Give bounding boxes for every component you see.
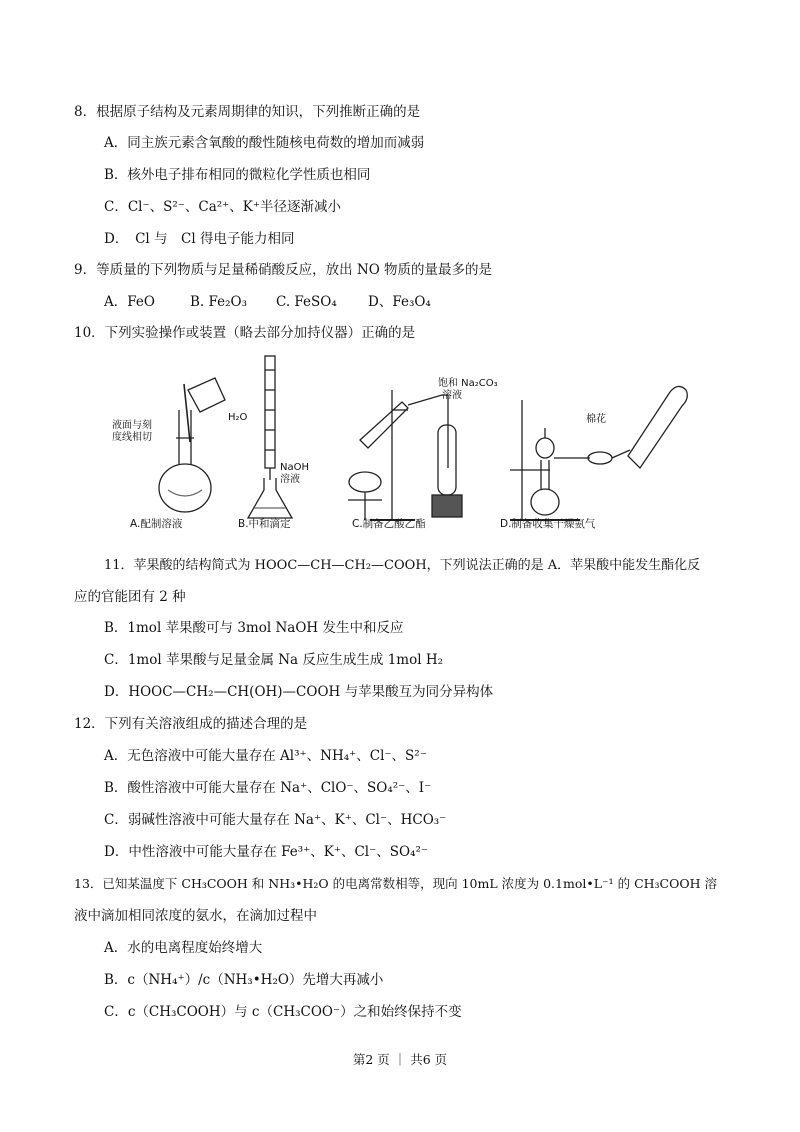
delivery-tube-icon bbox=[408, 395, 448, 468]
page-footer: 第2 页 ｜ 共6 页 bbox=[352, 1052, 448, 1067]
q13-option-a: A．水的电离程度始终增大 bbox=[104, 940, 263, 956]
q9-option-b: B. Fe₂O₃ bbox=[190, 294, 248, 310]
caption-d: D.制备收集干燥氨气 bbox=[500, 518, 596, 530]
q9-option-d: D、Fe₃O₄ bbox=[368, 294, 431, 310]
q11-option-c: C．1mol 苹果酸与足量金属 Na 反应生成生成 1mol H₂ bbox=[104, 652, 444, 668]
receiving-test-tube-icon bbox=[432, 425, 462, 517]
caption-a: A.配制溶液 bbox=[130, 518, 183, 530]
q11-stem-cont: 应的官能团有 2 种 bbox=[74, 589, 186, 605]
q13-stem-cont: 液中滴加相同浓度的氨水，在滴加过程中 bbox=[74, 908, 317, 924]
stand-d-icon bbox=[510, 400, 580, 520]
test-tube-reaction-icon bbox=[348, 402, 408, 520]
caption-b: B.中和滴定 bbox=[238, 518, 291, 530]
q13-option-c: C．c（CH₃COOH）与 c（CH₃COO⁻）之和始终保持不变 bbox=[104, 1004, 462, 1020]
q8-stem: 8．根据原子结构及元素周期律的知识，下列推断正确的是 bbox=[74, 104, 421, 120]
apparatus-drawing bbox=[130, 350, 690, 535]
q9-option-c: C. FeSO₄ bbox=[276, 294, 337, 310]
label-na2co3: 饱和 Na₂CO₃ 溶液 bbox=[438, 378, 498, 401]
q13-stem: 13．已知某温度下 CH₃COOH 和 NH₃•H₂O 的电离常数相等，现向 10mL 浓度为 0.1mol•L⁻¹ 的 CH₃COOH 溶 bbox=[74, 876, 717, 891]
q12-option-c: C．弱碱性溶液中可能大量存在 Na⁺、K⁺、Cl⁻、HCO₃⁻ bbox=[104, 812, 447, 828]
q9-stem: 9．等质量的下列物质与足量稀硝酸反应，放出 NO 物质的量最多的是 bbox=[74, 262, 493, 278]
flask-d-icon bbox=[531, 428, 559, 515]
beaker-icon bbox=[184, 378, 225, 442]
label-naoh: NaOH 溶液 bbox=[280, 462, 309, 485]
q12-option-b: B．酸性溶液中可能大量存在 Na⁺、ClO⁻、SO₄²⁻、I⁻ bbox=[104, 780, 432, 796]
burette-icon bbox=[265, 356, 275, 480]
q8-option-c: C．Cl⁻、S²⁻、Ca²⁺、K⁺半径逐渐减小 bbox=[104, 199, 342, 215]
label-cotton: 棉花 bbox=[586, 414, 606, 425]
label-liquid-level: 液面与刻 度线相切 bbox=[112, 420, 152, 443]
q10-apparatus-figure bbox=[112, 350, 690, 535]
label-h2o: H₂O bbox=[228, 412, 248, 423]
volumetric-flask-icon bbox=[159, 410, 211, 512]
q8-option-b: B．核外电子排布相同的微粒化学性质也相同 bbox=[104, 167, 371, 183]
q8-option-d: D． Cl 与 Cl 得电子能力相同 bbox=[104, 231, 295, 247]
q12-option-d: D．中性溶液中可能大量存在 Fe³⁺、K⁺、Cl⁻、SO₄²⁻ bbox=[104, 844, 429, 860]
drying-tube-icon bbox=[554, 450, 630, 464]
q12-stem: 12．下列有关溶液组成的描述合理的是 bbox=[74, 716, 308, 732]
caption-c: C.制备乙酸乙酯 bbox=[352, 518, 426, 530]
q10-stem: 10．下列实验操作或装置（略去部分加持仪器）正确的是 bbox=[74, 325, 416, 341]
q8-option-a: A．同主族元素含氧酸的酸性随核电荷数的增加而减弱 bbox=[104, 135, 425, 151]
q12-option-a: A．无色溶液中可能大量存在 Al³⁺、NH₄⁺、Cl⁻、S²⁻ bbox=[104, 748, 427, 764]
collection-tube-icon bbox=[628, 386, 687, 468]
q11-option-d: D．HOOC—CH₂—CH(OH)—COOH 与苹果酸互为同分异构体 bbox=[104, 684, 494, 700]
q11-stem: 11．苹果酸的结构简式为 HOOC—CH—CH₂—COOH，下列说法正确的是 A．苹果酸中能发生酯化反 bbox=[104, 558, 701, 573]
q9-option-a: A．FeO bbox=[104, 294, 155, 310]
q13-option-b: B．c（NH₄⁺）/c（NH₃•H₂O）先增大再减小 bbox=[104, 972, 384, 988]
q11-option-b: B．1mol 苹果酸可与 3mol NaOH 发生中和反应 bbox=[104, 620, 404, 636]
